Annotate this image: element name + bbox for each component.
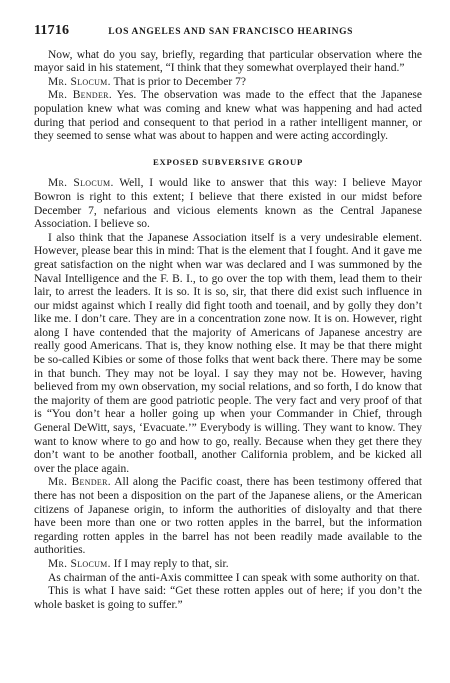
paragraph-text: All along the Pacific coast, there has been testimony offered that there has not been a disposition on the part of the Japanese aliens, or the American citizens of Japanese origin, to inform the authorities of disloyalty and that there have been more than one or two rotten apples in the barrel, but the information regarding rotten apples in the barrel has not been readily made available to the authorities. — [34, 476, 422, 557]
section-heading: EXPOSED SUBVERSIVE GROUP — [152, 156, 304, 167]
page-header — [34, 24, 422, 40]
paragraph — [34, 572, 422, 586]
paragraph-text: That is prior to December 7? — [113, 75, 246, 88]
paragraph — [34, 585, 422, 612]
speaker-label: Mr. Bender. — [48, 89, 112, 102]
paragraph-text: If I may reply to that, sir. — [113, 557, 229, 570]
paragraph-text: Now, what do you say, briefly, regarding that particular observation where the mayor said in his statement, “I think that they somewhat overplayed their hand.” — [34, 48, 422, 75]
paragraph-text: Yes. The observation was made to the effect that the Japanese population knew what was coming and knew what was happening and had acted during that period and consequent to that period in a rather intelligent manner, or they seemed to sense what was about to happen and were acting accordingly. — [34, 89, 422, 143]
body-top — [34, 49, 422, 144]
speaker-label: Mr. Slocum. — [48, 557, 111, 570]
paragraph — [34, 476, 422, 558]
paragraph-text: As chairman of the anti-Axis committee I can speak with some authority on that. — [48, 571, 420, 584]
speaker-label: Mr. Slocum. — [48, 177, 114, 190]
paragraph-text: This is what I have said: “Get these rotten apples out of here; if you don’t the whole basket is going to suffer.” — [34, 585, 422, 611]
paragraph — [34, 558, 422, 572]
running-head: LOS ANGELES AND SAN FRANCISCO HEARINGS — [108, 27, 353, 37]
speaker-label: Mr. Bender. — [48, 476, 111, 489]
paragraph — [34, 177, 422, 231]
paragraph-text: Well, I would like to answer that this way: I believe Mayor Bowron is right to this extent; I believe that there existed in our midst before December 7, nefarious and vicious elements known as the Central Japanese Association. I believe so. — [34, 177, 422, 231]
paragraph — [34, 49, 422, 76]
speaker-label: Mr. Slocum. — [48, 75, 111, 88]
paragraph — [34, 232, 422, 477]
paragraph — [34, 89, 422, 143]
page-number: 11716 — [34, 23, 70, 38]
body-bottom — [34, 177, 422, 612]
paragraph-text: I also think that the Japanese Association itself is a very undesirable element. However, please bear this in mind: That is the element that I fought. And it gave me great satisfaction on the night when war was declared and I was summoned by the Naval Intelligence and the F. B. I., to go over the top with them, lead them to their lair, to arrest the leaders. It is so. It is so, sir, that there did exist such influence in our midst against which I really did fight tooth and toenail, and by golly they don’t like me. I don’t care. They are in a concentration zone now. It is on. However, right along I have contended that the majority of Americans of Japanese ancestry are really good Americans. That is, they know nothing else. It may be that there might be so-called Kibies or some of those folks that went back there. There may be some in that bunch. They may not be loyal. I say they may not be. However, having believed from my own observation, my social relations, and so forth, I do know that the majority of them are good patriotic people. The very fact and very proof of that is “You don’t hear a holler going up when your Commander in Chief, through General DeWitt, says, ‘Evacuate.’” Everybody is willing. They want to know. They want to know where to go and how to go, really. Because when they get there they don’t want to be another football, another California problem, and be kicked all over the place again. — [34, 231, 422, 475]
paragraph — [34, 76, 422, 90]
